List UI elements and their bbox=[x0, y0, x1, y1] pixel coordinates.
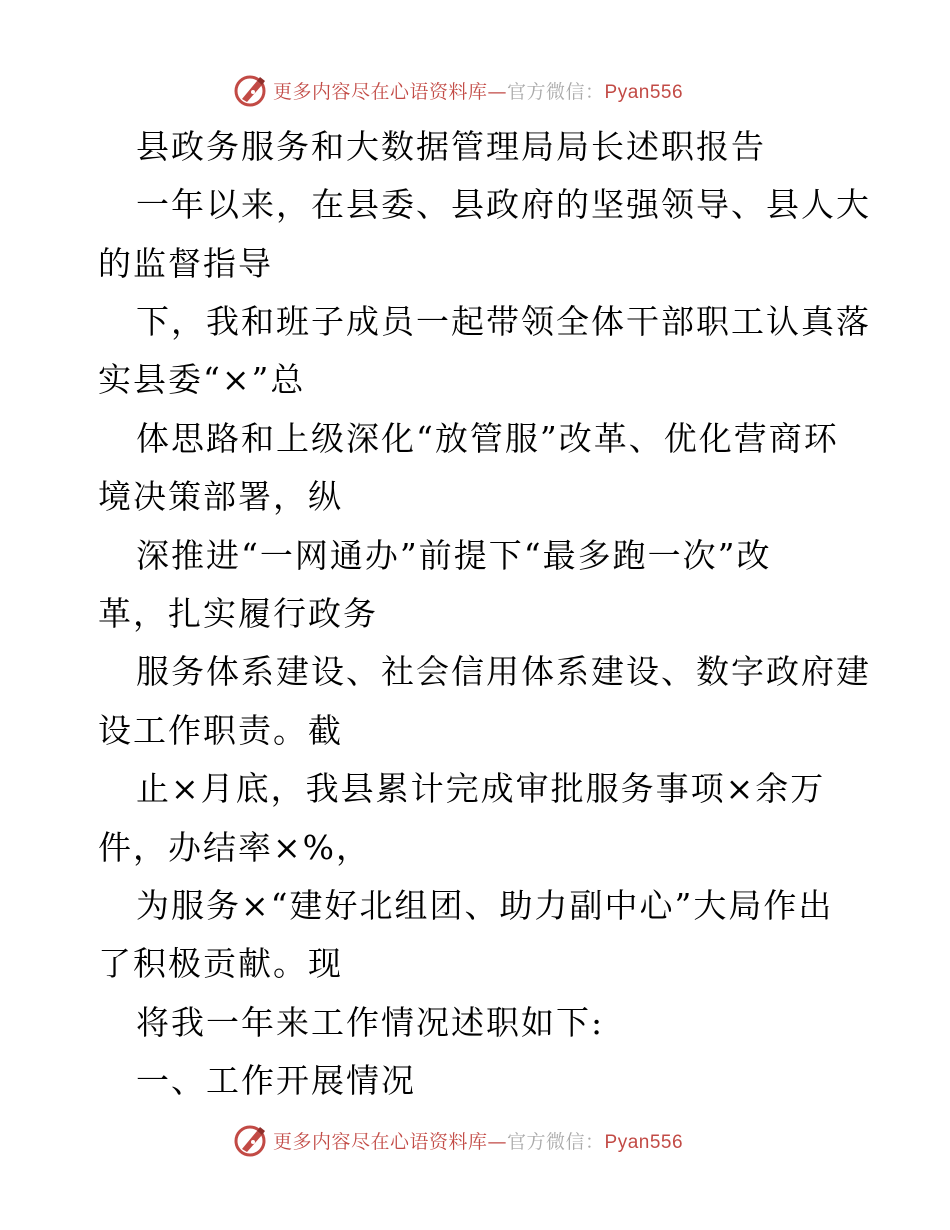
document-title: 县政务服务和大数据管理局局长述职报告 bbox=[136, 127, 766, 166]
banner-wechat-id: Pyan556 bbox=[604, 81, 684, 103]
text-line: 服务体系建设、社会信用体系建设、数字政府建 bbox=[136, 652, 871, 691]
text-line: 境决策部署，纵 bbox=[98, 477, 343, 516]
text-line: 为服务×“建好北组团、助力副中心”大局作出 bbox=[136, 886, 834, 925]
banner-dash: — bbox=[487, 80, 508, 103]
pen-logo-icon bbox=[233, 72, 269, 108]
banner-wechat-id: Pyan556 bbox=[604, 1131, 684, 1153]
banner-dash: — bbox=[487, 1130, 508, 1153]
text-line: 了积极贡献。现 bbox=[98, 944, 343, 983]
section-heading: 一、工作开展情况 bbox=[136, 1061, 416, 1100]
text-line: 设工作职责。截 bbox=[98, 711, 343, 750]
text-line: 下，我和班子成员一起带领全体干部职工认真落 bbox=[136, 302, 871, 341]
text-line: 革，扎实履行政务 bbox=[98, 594, 378, 633]
banner-main-text: 更多内容尽在心语资料库 bbox=[273, 1130, 488, 1153]
banner-official-label: 官方微信： bbox=[507, 1130, 605, 1153]
pen-logo-icon bbox=[233, 1122, 269, 1158]
text-line: 止×月底，我县累计完成审批服务事项×余万 bbox=[136, 769, 826, 808]
text-line: 的监督指导 bbox=[98, 244, 273, 283]
banner-text bbox=[273, 1127, 683, 1154]
banner-official-label: 官方微信： bbox=[507, 80, 605, 103]
text-line: 件，办结率×%， bbox=[98, 828, 372, 867]
text-line: 体思路和上级深化“放管服”改革、优化营商环 bbox=[136, 419, 839, 458]
text-line: 深推进“一网通办”前提下“最多跑一次”改 bbox=[136, 536, 772, 575]
text-line: 将我一年来工作情况述职如下: bbox=[136, 1003, 605, 1042]
banner-main-text: 更多内容尽在心语资料库 bbox=[273, 80, 488, 103]
header-banner bbox=[233, 70, 683, 110]
footer-banner bbox=[233, 1120, 683, 1160]
banner-text bbox=[273, 77, 683, 104]
text-line: 一年以来，在县委、县政府的坚强领导、县人大 bbox=[136, 185, 871, 224]
text-line: 实县委“×”总 bbox=[98, 360, 306, 399]
